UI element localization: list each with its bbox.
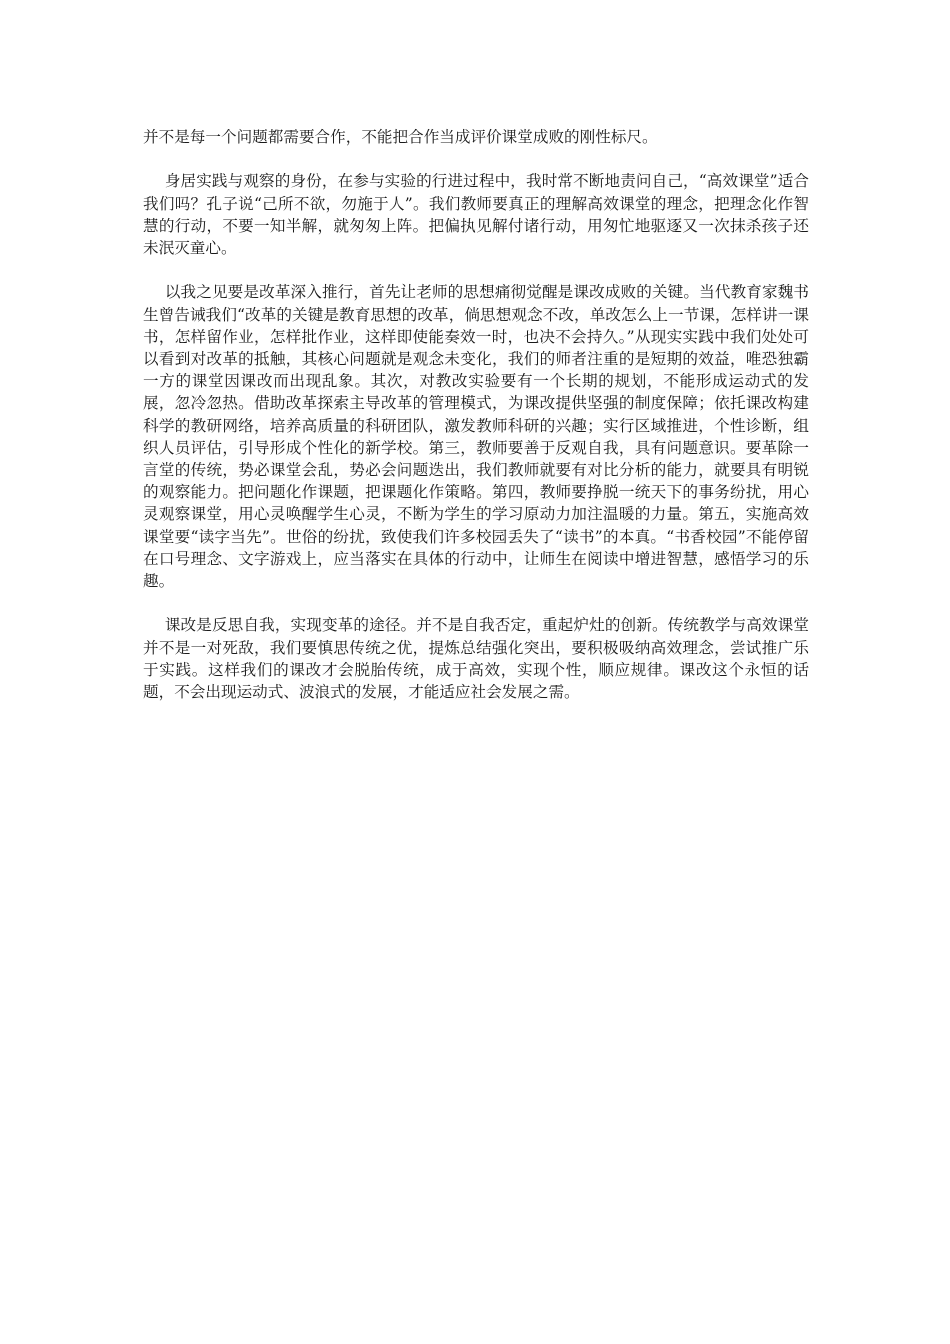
paragraph-4: 课改是反思自我，实现变革的途径。并不是自我否定，重起炉灶的创新。传统教学与高效课堂并不是一对死敌，我们要慎思传统之优，提炼总结强化突出，要积极吸纳高效理念，尝试推广乐于实践。这样我们的课改才会脱胎传统，成于高效，实现个性，顺应规律。课改这个永恒的话题，不会出现运动式、波浪式的发展，才能适应社会发展之需。	[143, 616, 809, 702]
paragraph-1: 并不是每一个问题都需要合作，不能把合作当成评价课堂成败的刚性标尺。	[143, 128, 658, 146]
document-body	[143, 126, 809, 725]
paragraph-2: 身居实践与观察的身份，在参与实验的行进过程中，我时常不断地责问自己，“高效课堂”适合我们吗？孔子说“己所不欲，勿施于人”。我们教师要真正的理解高效课堂的理念，把理念化作智慧的行动，不要一知半解，就匆匆上阵。把偏执见解付诸行动，用匆忙地驱逐又一次抹杀孩子还未泯灭童心。	[143, 172, 809, 257]
paragraph-3: 以我之见要是改革深入推行，首先让老师的思想痛彻觉醒是课改成败的关键。当代教育家魏书生曾告诫我们“改革的关键是教育思想的改革，倘思想观念不改，单改怎么上一节课，怎样讲一课书，怎样留作业，怎样批作业，这样即使能奏效一时，也决不会持久。”从现实实践中我们处处可以看到对改革的抵触，其核心问题就是观念未变化，我们的师者注重的是短期的效益，唯恐独霸一方的课堂因课改而出现乱象。其次，对教改实验要有一个长期的规划，不能形成运动式的发展，忽冷忽热。借助改革探索主导改革的管理模式，为课改提供坚强的制度保障；依托课改构建科学的教研网络，培养高质量的科研团队，激发教师科研的兴趣；实行区域推进，个性诊断，组织人员评估，引导形成个性化的新学校。第三，教师要善于反观自我，具有问题意识。要革除一言堂的传统，势必课堂会乱，势必会问题迭出，我们教师就要有对比分析的能力，就要具有明锐的观察能力。把问题化作课题，把课题化作策略。第四，教师要挣脱一统天下的事务纷扰，用心灵观察课堂，用心灵唤醒学生心灵，不断为学生的学习原动力加注温暖的力量。第五，实施高效课堂要“读字当先”。世俗的纷扰，致使我们许多校园丢失了“读书”的本真。“书香校园”不能停留在口号理念、文字游戏上，应当落实在具体的行动中，让师生在阅读中增进智慧，感悟学习的乐趣。	[143, 283, 809, 591]
